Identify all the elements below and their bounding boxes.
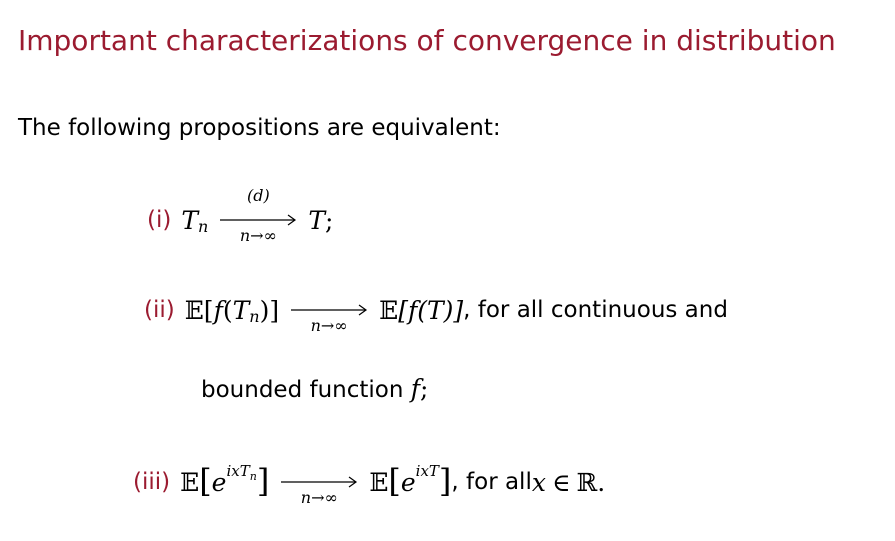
math-base: e xyxy=(400,467,416,497)
punctuation: ; xyxy=(420,374,429,403)
math-expression: [f(T)] xyxy=(398,295,464,325)
condition-text: , for all continuous and xyxy=(463,297,728,323)
arrow-bottom-label: n→∞ xyxy=(239,226,277,245)
math-variable: f xyxy=(410,374,421,403)
math-variable: T xyxy=(232,295,250,325)
slide-title: Important characterizations of convergence in distribution xyxy=(18,24,836,57)
open-bracket: [ xyxy=(388,462,401,500)
math-bracket: [ xyxy=(203,295,214,325)
close-bracket: ] xyxy=(438,462,452,500)
proposition-i xyxy=(147,186,334,245)
exponent-subscript: n xyxy=(249,470,257,483)
right-arrow-icon xyxy=(218,214,298,226)
math-function: f xyxy=(213,295,223,325)
arrow-bottom-label: n→∞ xyxy=(310,316,348,335)
condition-text: , for all xyxy=(451,469,532,495)
close-bracket: ] xyxy=(256,462,270,500)
math-paren: ) xyxy=(259,295,270,325)
proposition-label: (ii) xyxy=(144,297,175,323)
right-arrow-icon xyxy=(279,476,359,488)
math-subscript: n xyxy=(198,216,209,236)
expectation-symbol: 𝔼 xyxy=(180,467,200,497)
expectation-symbol: 𝔼 xyxy=(184,295,204,325)
proposition-ii-continuation xyxy=(201,374,428,403)
punctuation: . xyxy=(597,467,606,497)
proposition-label: (i) xyxy=(147,207,172,233)
math-variable: T xyxy=(181,205,199,235)
math-subscript: n xyxy=(249,306,260,326)
math-variable: x xyxy=(531,467,546,497)
proposition-iii xyxy=(133,462,606,507)
math-paren: ( xyxy=(222,295,233,325)
open-bracket: [ xyxy=(199,462,212,500)
math-variable: T xyxy=(308,205,326,235)
right-arrow-icon xyxy=(289,304,369,316)
math-base: e xyxy=(211,467,227,497)
expectation-symbol: 𝔼 xyxy=(369,467,389,497)
proposition-ii xyxy=(144,290,728,335)
math-bracket: ] xyxy=(269,295,280,325)
continuation-text: bounded function xyxy=(201,377,411,403)
arrow-bottom-label: n→∞ xyxy=(300,488,338,507)
punctuation: ; xyxy=(325,205,334,235)
real-numbers-symbol: ℝ xyxy=(576,467,598,497)
element-of-symbol: ∈ xyxy=(551,467,571,497)
proposition-label: (iii) xyxy=(133,469,171,495)
convergence-arrow xyxy=(279,462,359,507)
intro-text: The following propositions are equivalent: xyxy=(18,115,501,141)
expectation-symbol: 𝔼 xyxy=(379,295,399,325)
convergence-arrow xyxy=(218,186,298,245)
math-exponent xyxy=(226,462,257,483)
math-exponent: ixT xyxy=(415,462,439,480)
convergence-arrow xyxy=(289,290,369,335)
arrow-top-label: (d) xyxy=(246,186,270,205)
exponent-text: ixT xyxy=(226,462,250,480)
